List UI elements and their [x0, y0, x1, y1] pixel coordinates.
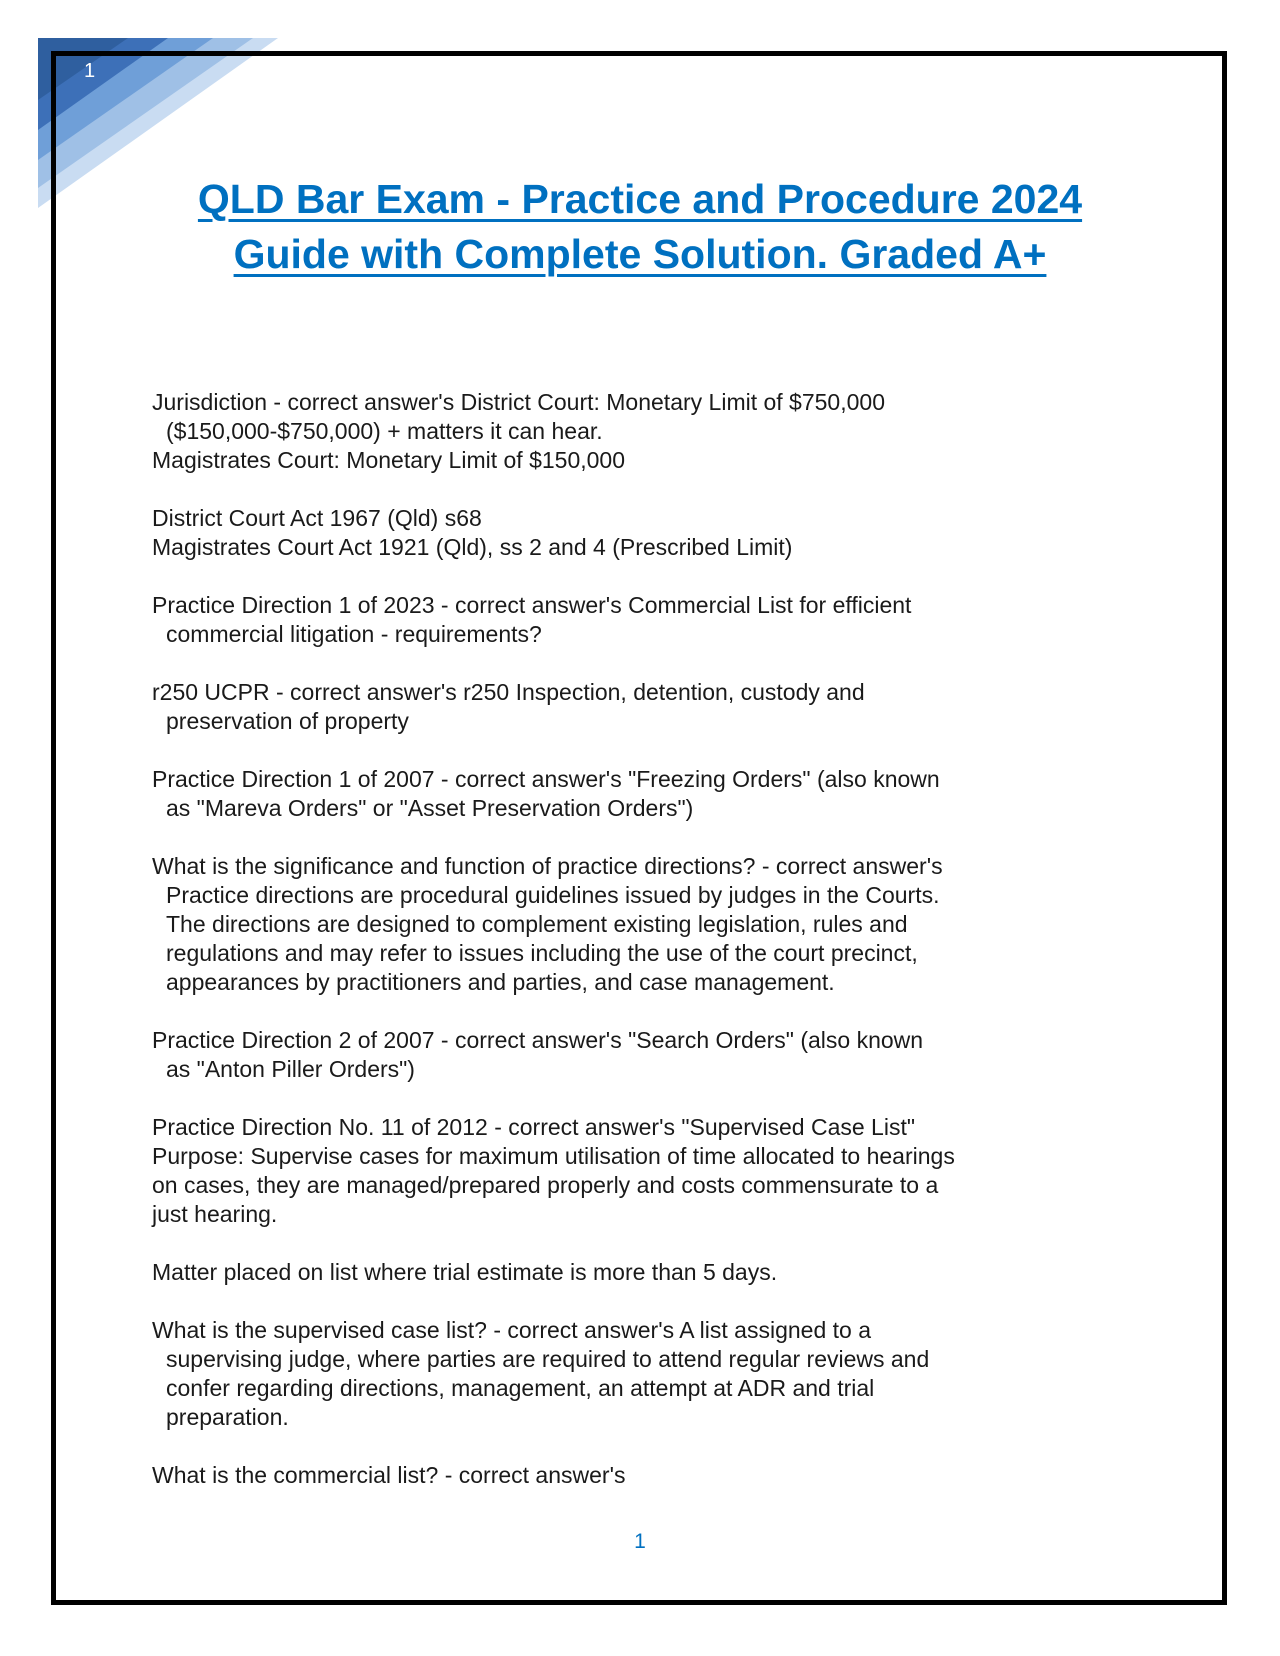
- entry-line: just hearing.: [152, 1201, 278, 1227]
- title-line-1: QLD Bar Exam - Practice and Procedure 2024: [197, 176, 1083, 222]
- entry-line: The directions are designed to complement existing legislation, rules and: [166, 911, 908, 937]
- qa-entry: [152, 1461, 1112, 1490]
- entry-line: supervising judge, where parties are required to attend regular reviews and: [166, 1346, 930, 1372]
- entry-line: Magistrates Court Act 1921 (Qld), ss 2 and 4 (Prescribed Limit): [152, 534, 793, 560]
- corner-page-number: 1: [84, 60, 96, 82]
- document-title: [120, 172, 1160, 282]
- entry-line: on cases, they are managed/prepared properly and costs commensurate to a: [152, 1172, 939, 1198]
- entry-line: What is the supervised case list? - correct answer's A list assigned to a: [152, 1317, 871, 1343]
- entry-line: District Court Act 1967 (Qld) s68: [152, 505, 482, 531]
- entry-line: Practice Direction No. 11 of 2012 - correct answer's "Supervised Case List": [152, 1114, 916, 1140]
- entry-line: What is the commercial list? - correct answer's: [152, 1462, 626, 1488]
- entry-line: as "Anton Piller Orders"): [166, 1056, 415, 1082]
- entry-line: preparation.: [166, 1404, 289, 1430]
- title-line-2: Guide with Complete Solution. Graded A+: [233, 231, 1047, 277]
- entry-line: confer regarding directions, management, an attempt at ADR and trial: [166, 1375, 875, 1401]
- entry-line: Practice Direction 1 of 2007 - correct answer's "Freezing Orders" (also known: [152, 766, 940, 792]
- qa-entry: [152, 678, 1112, 736]
- entry-line: Jurisdiction - correct answer's District Court: Monetary Limit of $750,000: [152, 389, 885, 415]
- qa-entry: [152, 504, 1112, 562]
- qa-entry: [152, 1113, 1112, 1229]
- qa-entry: [152, 388, 1112, 475]
- qa-entry: [152, 1316, 1112, 1432]
- entry-line: Magistrates Court: Monetary Limit of $150,000: [152, 447, 626, 473]
- qa-entry: [152, 1258, 1112, 1287]
- page-number: 1: [634, 1530, 646, 1553]
- qa-entry: [152, 852, 1112, 997]
- qa-entry: [152, 765, 1112, 823]
- entry-line: Practice Direction 2 of 2007 - correct answer's "Search Orders" (also known: [152, 1027, 924, 1053]
- entry-line: What is the significance and function of practice directions? - correct answer's: [152, 853, 943, 879]
- entry-line: Practice directions are procedural guidelines issued by judges in the Courts.: [166, 882, 940, 908]
- qa-entry: [152, 1026, 1112, 1084]
- entry-line: Matter placed on list where trial estimate is more than 5 days.: [152, 1259, 778, 1285]
- entry-line: Purpose: Supervise cases for maximum utilisation of time allocated to hearings: [152, 1143, 955, 1169]
- entry-line: r250 UCPR - correct answer's r250 Inspection, detention, custody and: [152, 679, 865, 705]
- entry-line: regulations and may refer to issues including the use of the court precinct,: [166, 940, 918, 966]
- entry-line: as "Mareva Orders" or "Asset Preservation Orders"): [166, 795, 694, 821]
- document-body: [152, 388, 1112, 1519]
- qa-entry: [152, 591, 1112, 649]
- entry-line: preservation of property: [166, 708, 409, 734]
- entry-line: Practice Direction 1 of 2023 - correct answer's Commercial List for efficient: [152, 592, 912, 618]
- entry-line: appearances by practitioners and parties, and case management.: [166, 969, 835, 995]
- entry-line: commercial litigation - requirements?: [166, 621, 542, 647]
- entry-line: ($150,000-$750,000) + matters it can hear.: [166, 418, 603, 444]
